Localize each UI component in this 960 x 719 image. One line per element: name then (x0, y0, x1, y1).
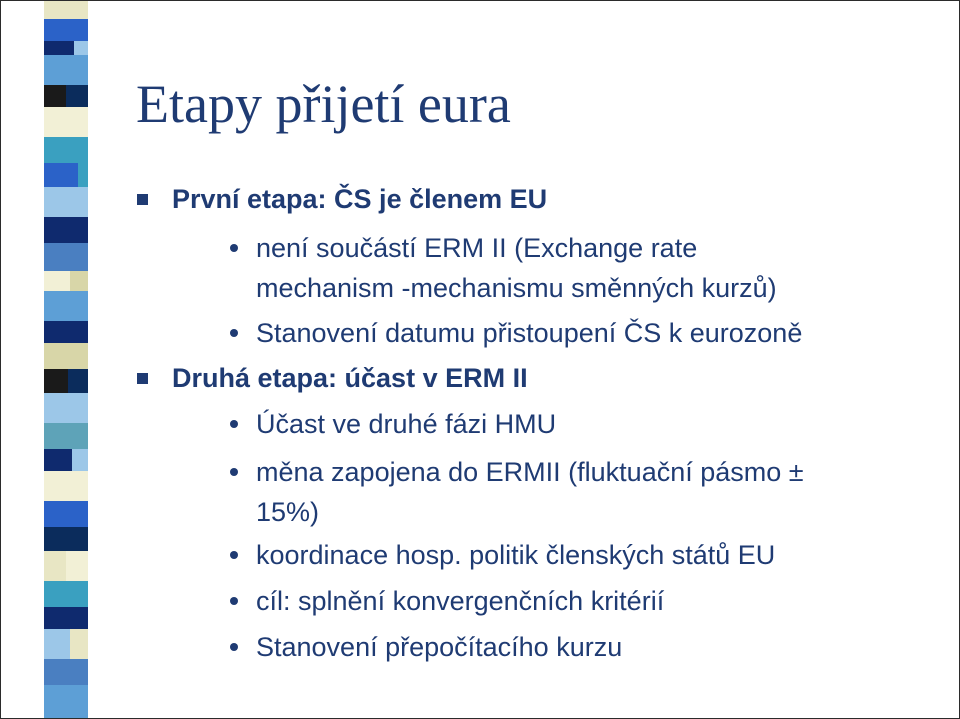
bullet-text-line: koordinace hosp. politik členských států EU (256, 540, 776, 570)
slide-title: Etapy přijetí eura (136, 74, 511, 134)
round-bullet-icon (230, 420, 238, 428)
stripe-segment (44, 423, 88, 449)
stripe-segment (44, 629, 70, 659)
stripe-segment (44, 607, 88, 629)
bullet-text-line: Účast ve druhé fázi HMU (256, 409, 557, 439)
stripe-segment (44, 291, 88, 321)
stripe-segment (44, 527, 88, 551)
bullet-text-line: Stanovení datumu přistoupení ČS k eurozoně (256, 318, 803, 348)
bullet-item (256, 581, 664, 621)
stripe-segment (74, 41, 88, 55)
stripe-segment (44, 471, 88, 501)
square-bullet-icon (137, 373, 148, 384)
stripe-segment (44, 85, 66, 107)
section-heading-text: První etapa: ČS je členem EU (172, 184, 548, 214)
stripe-segment (44, 321, 88, 343)
bullet-item (256, 313, 802, 353)
round-bullet-icon (230, 643, 238, 651)
stripe-segment (44, 449, 72, 471)
stripe-segment (44, 187, 88, 217)
square-bullet-icon (137, 194, 148, 205)
stripe-segment (44, 1, 88, 19)
round-bullet-icon (230, 597, 238, 605)
stripe-segment (78, 163, 88, 187)
section-heading-text: Druhá etapa: účast v ERM II (172, 363, 528, 393)
stripe-segment (44, 343, 88, 369)
stripe-segment (44, 55, 88, 85)
stripe-segment (44, 551, 66, 581)
stripe-segment (44, 659, 88, 685)
stripe-segment (44, 685, 88, 718)
bullet-item (256, 535, 775, 575)
stripe-segment (72, 449, 88, 471)
stripe-segment (44, 19, 88, 41)
stripe-segment (44, 217, 88, 243)
stripe-segment (44, 107, 88, 137)
section-heading-2 (172, 363, 528, 394)
bullet-text-line: 15%) (256, 497, 320, 527)
stripe-segment (66, 85, 88, 107)
bullet-item (256, 404, 556, 444)
stripe-segment (70, 271, 88, 291)
bullet-item (256, 627, 622, 667)
section-heading-1 (172, 184, 547, 215)
stripe-segment (44, 393, 88, 423)
stripe-segment (66, 551, 88, 581)
stripe-segment (44, 163, 78, 187)
stripe-segment (44, 271, 70, 291)
stripe-segment (44, 369, 68, 393)
stripe-segment (44, 41, 74, 55)
bullet-item (256, 452, 804, 532)
bullet-item (256, 228, 777, 308)
stripe-segment (68, 369, 88, 393)
decorative-stripe-bar (44, 1, 88, 718)
bullet-text-line: není součástí ERM II (Exchange rate (256, 233, 698, 263)
round-bullet-icon (230, 551, 238, 559)
stripe-segment (44, 243, 88, 271)
round-bullet-icon (230, 244, 238, 252)
bullet-text-line: mechanism -mechanismu směnných kurzů) (256, 273, 777, 303)
round-bullet-icon (230, 329, 238, 337)
stripe-segment (44, 581, 88, 607)
stripe-segment (44, 501, 88, 527)
bullet-text-line: měna zapojena do ERMII (fluktuační pásmo ± (256, 457, 804, 487)
bullet-text-line: Stanovení přepočítacího kurzu (256, 632, 623, 662)
bullet-text-line: cíl: splnění konvergenčních kritérií (256, 586, 665, 616)
stripe-segment (44, 137, 88, 163)
round-bullet-icon (230, 468, 238, 476)
stripe-segment (70, 629, 88, 659)
